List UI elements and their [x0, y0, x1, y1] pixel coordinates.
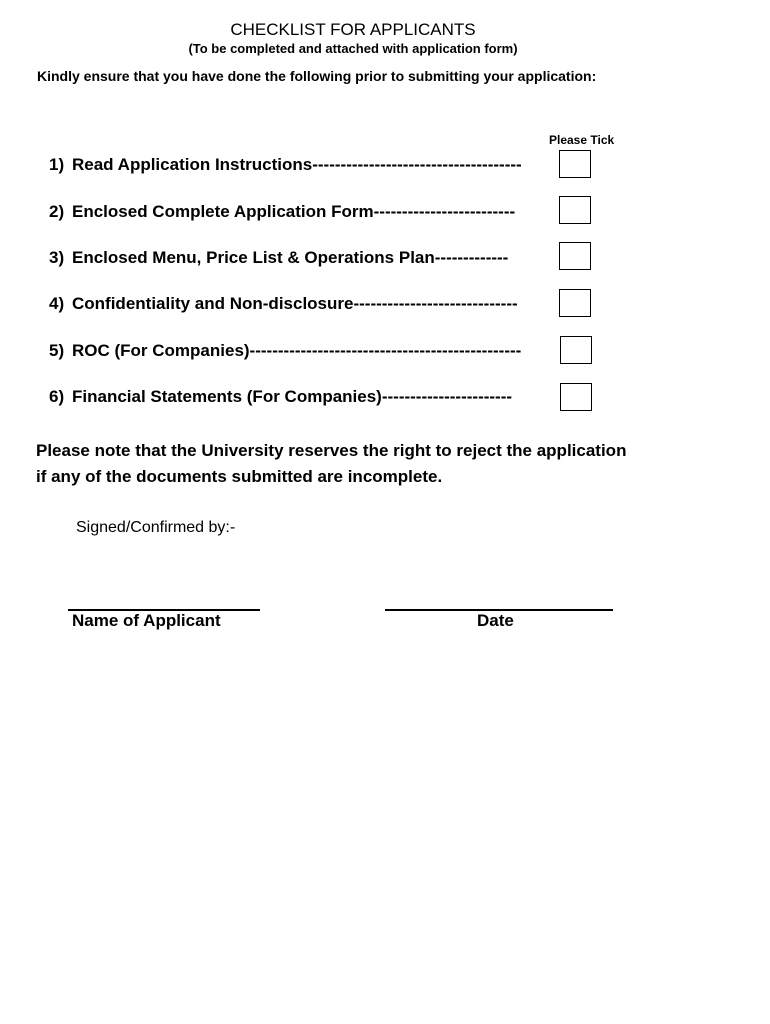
tick-column-header: Please Tick	[549, 133, 615, 147]
item-text: ROC (For Companies)------------------------------------------------	[72, 341, 522, 360]
checklist-item-4	[49, 294, 518, 314]
item-text: Confidentiality and Non-disclosure-----------------------------	[72, 294, 518, 313]
tickbox-4[interactable]	[559, 289, 591, 317]
tickbox-6[interactable]	[560, 383, 592, 411]
checklist-item-6	[49, 387, 512, 407]
tickbox-2[interactable]	[559, 196, 591, 224]
page-subtitle: (To be completed and attached with application form)	[188, 41, 518, 56]
date-label: Date	[477, 611, 514, 630]
name-of-applicant-label: Name of Applicant	[72, 611, 221, 630]
tickbox-3[interactable]	[559, 242, 591, 270]
item-number: 1)	[49, 155, 65, 174]
checklist-item-1	[49, 155, 522, 175]
signed-label: Signed/Confirmed by:-	[76, 519, 236, 536]
item-text: Enclosed Complete Application Form-------------------------	[72, 202, 516, 221]
tickbox-1[interactable]	[559, 150, 591, 178]
item-text: Financial Statements (For Companies)-----------------------	[72, 387, 513, 406]
item-text: Enclosed Menu, Price List & Operations Plan-------------	[72, 248, 509, 267]
checklist-item-2	[49, 202, 515, 222]
checklist-item-3	[49, 248, 508, 268]
item-number: 3)	[49, 248, 65, 267]
item-number: 5)	[49, 341, 65, 360]
item-number: 2)	[49, 202, 65, 221]
item-number: 4)	[49, 294, 65, 313]
page-title: CHECKLIST FOR APPLICANTS	[230, 20, 476, 39]
item-number: 6)	[49, 387, 65, 406]
checklist-item-5	[49, 341, 521, 361]
tickbox-5[interactable]	[560, 336, 592, 364]
item-text: Read Application Instructions-------------------------------------	[72, 155, 522, 174]
intro-text: Kindly ensure that you have done the following prior to submitting your application:	[37, 68, 597, 84]
rejection-note: Please note that the University reserves the right to reject the application if any of the documents submitted are incomplete.	[36, 441, 627, 486]
